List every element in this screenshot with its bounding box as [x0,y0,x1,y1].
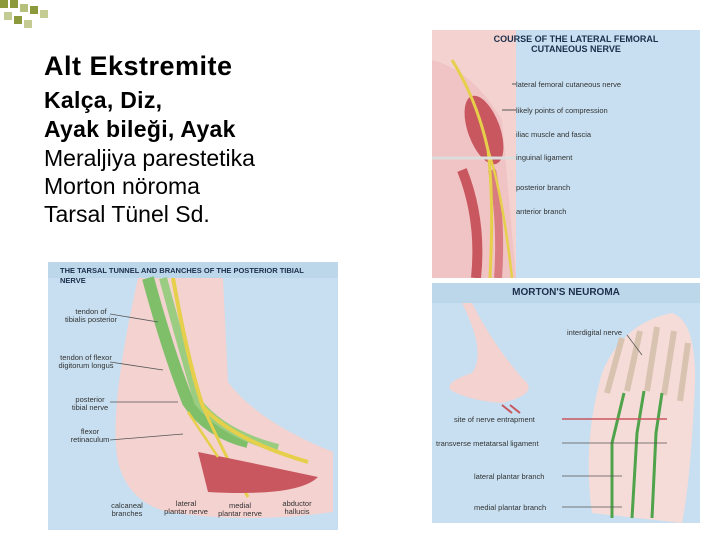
label-flexor-digitorum: tendon of flexor digitorum longus [58,353,114,370]
label-anterior-branch: anterior branch [516,207,567,216]
tarsal-tunnel-figure [48,262,338,530]
label-transverse-ligament: transverse metatarsal ligament [436,439,539,448]
label-tibialis-posterior: tendon of tibialis posterior [64,307,118,324]
label-abductor-hallucis: abductor hallucis [282,499,312,516]
label-calcaneal-branches: calcaneal branches [111,501,143,518]
label-interdigital-nerve: interdigital nerve [567,328,623,337]
item-morton: Morton nöroma [44,173,200,199]
slide-title: Alt Ekstremite [44,51,233,81]
item-tarsal: Tarsal Tünel Sd. [44,201,210,227]
slide-text [44,50,374,228]
femoral-nerve-figure [432,30,700,278]
label-lat-fem-cut-nerve: lateral femoral cutaneous nerve [516,80,622,89]
label-medial-plantar-branch: medial plantar branch [474,503,547,512]
morton-neuroma-figure [432,283,700,523]
regions-line-2: Ayak bileği, Ayak [44,116,236,142]
femoral-figure-title: COURSE OF THE LATERAL FEMORAL CUTANEOUS NERVE [493,34,659,54]
regions-line-1: Kalça, Diz, [44,87,163,113]
label-posterior-tibial-nerve: posterior tibial nerve [71,395,109,412]
label-flexor-retinaculum: flexor retinaculum [70,427,110,444]
label-entrapment-site: site of nerve entrapment [454,415,535,424]
label-lateral-plantar-nerve: lateral plantar nerve [164,499,208,516]
label-inguinal-ligament: inguinal ligament [516,153,573,162]
tarsal-figure-title: THE TARSAL TUNNEL AND BRANCHES OF THE POSTERIOR TIBIAL NERVE [60,266,304,285]
label-iliac-muscle: iliac muscle and fascia [516,130,592,139]
label-medial-plantar-nerve: medial plantar nerve [218,501,262,518]
morton-figure-title: MORTON'S NEUROMA [512,287,620,298]
corner-decoration [0,0,54,40]
morton-illustration [432,283,700,523]
label-posterior-branch: posterior branch [516,183,571,192]
label-lateral-plantar-branch: lateral plantar branch [474,472,545,481]
item-meralgia: Meraljiya parestetika [44,145,255,171]
label-compression-points: likely points of compression [516,106,608,115]
